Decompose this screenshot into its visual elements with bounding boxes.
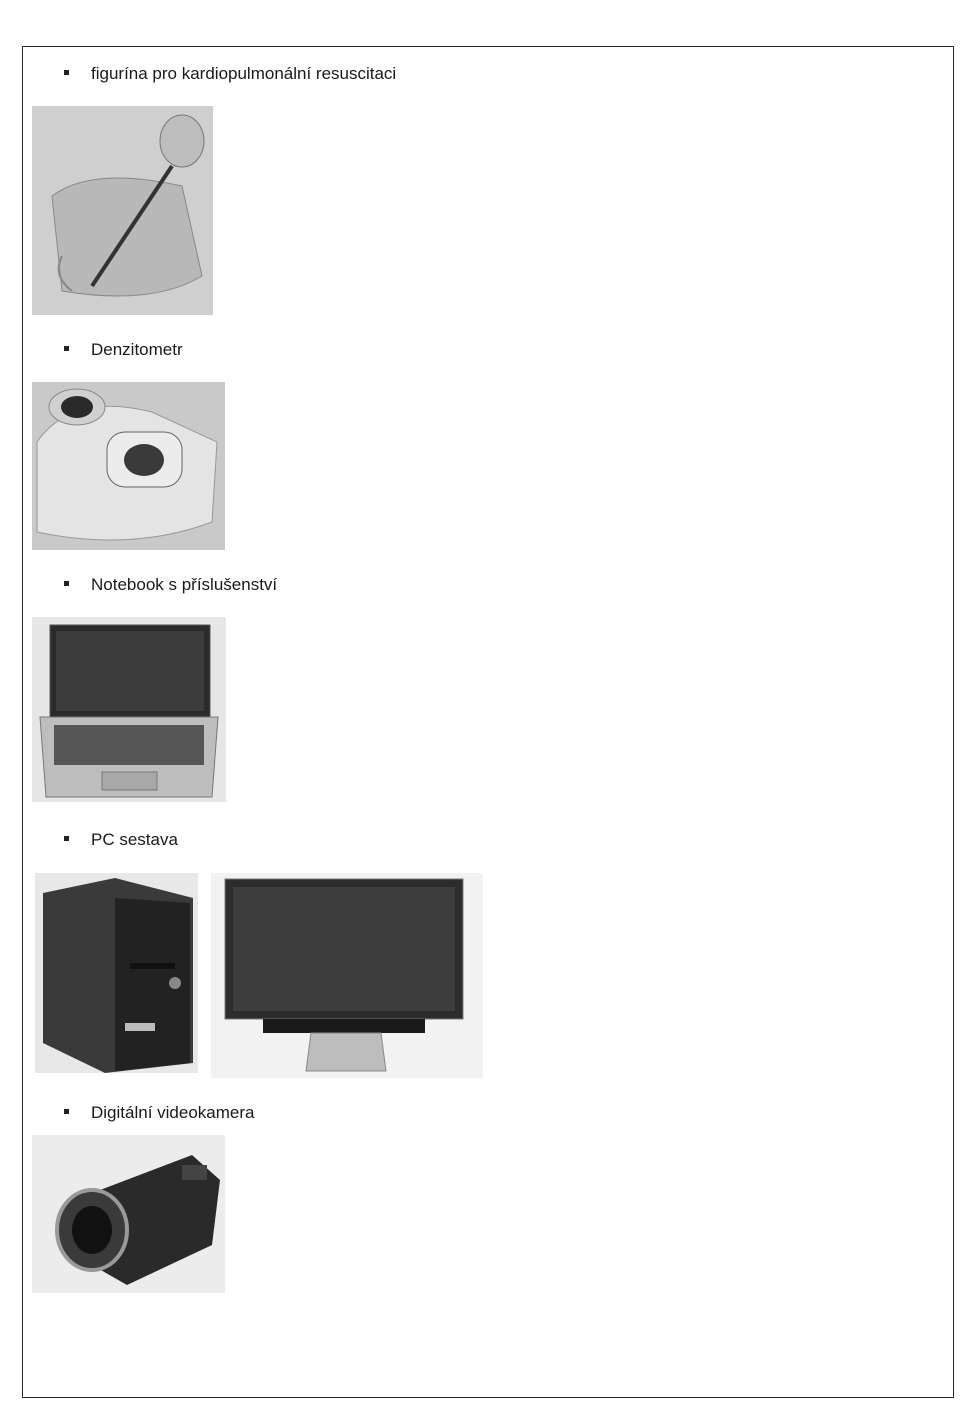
bullet-icon xyxy=(64,70,69,75)
list-item-cpr-mannequin xyxy=(64,64,396,84)
bullet-icon xyxy=(64,581,69,586)
camcorder-photo xyxy=(32,1135,225,1293)
notebook-photo xyxy=(32,617,226,802)
monitor-photo xyxy=(211,873,483,1078)
item-label: Denzitometr xyxy=(91,340,183,359)
bullet-icon xyxy=(64,1109,69,1114)
item-label: Digitální videokamera xyxy=(91,1103,255,1122)
item-label: figurína pro kardiopulmonální resuscitaci xyxy=(91,64,397,83)
item-label: Notebook s příslušenství xyxy=(91,575,278,594)
list-item-camcorder xyxy=(64,1103,254,1123)
cpr-mannequin-photo xyxy=(32,106,213,315)
item-label: PC sestava xyxy=(91,830,178,849)
list-item-densitometer xyxy=(64,340,183,360)
list-item-notebook xyxy=(64,575,277,595)
bullet-icon xyxy=(64,346,69,351)
pc-tower-photo xyxy=(35,873,198,1073)
list-item-pc-set xyxy=(64,830,178,850)
densitometer-photo xyxy=(32,382,225,550)
bullet-icon xyxy=(64,836,69,841)
